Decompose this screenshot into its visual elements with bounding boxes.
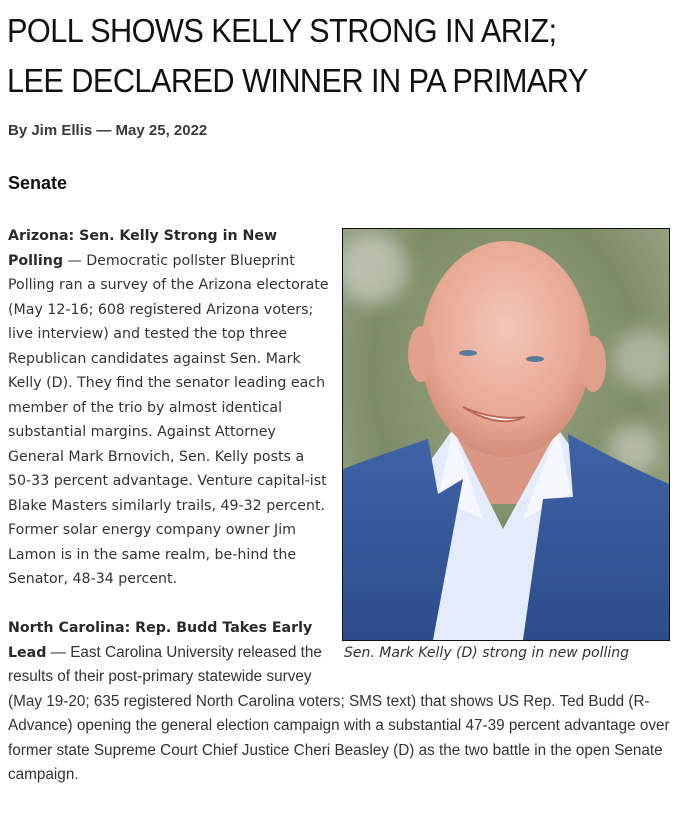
senator-photo	[342, 228, 670, 641]
photo-head	[421, 241, 591, 457]
paragraph-text: — Democratic pollster Blueprint Polling ran a survey of the Arizona electorate (May 12-16; 608 registered Arizona voters; live interview) and tested the top three Republican candidates against Sen. Mark Kelly (D). They find the senator leading each member of the trio by almost identical substantial margins. Against Attorney General Mark Brnovich, Sen. Kelly posts a 50-33 percent advantage. Venture capital-ist Blake Masters similarly trails, 49-32 percent. Former solar energy company owner Jim Lamon is in the same realm, be-hind the Senator, 48-34 percent.	[8, 252, 329, 587]
paragraph-text: — East Carolina University released the results of their post-primary statewide survey (May 19-20; 635 registered North Carolina voters; SMS text) that shows US Rep. Ted Budd (R-Advance) opening the general election campaign with a substantial 47-39 percent advantage over former state Supreme Court Chief Justice Cheri Beasley (D) as the two battle in the open Senate campaign.	[8, 643, 670, 783]
byline: By Jim Ellis — May 25, 2022	[8, 122, 208, 139]
article-body	[8, 224, 688, 812]
paragraph-lead: North Carolina: Rep. Budd Takes Early Lead	[8, 620, 313, 661]
article-headline	[7, 6, 588, 106]
headline-line-2: LEE DECLARED WINNER IN PA PRIMARY	[7, 62, 588, 99]
photo-caption: Sen. Mark Kelly (D) strong in new polling	[344, 645, 630, 661]
section-heading: Senate	[8, 173, 68, 193]
figure	[342, 228, 672, 663]
paragraph-lead: Arizona: Sen. Kelly Strong in New Polling	[8, 228, 278, 269]
headline-line-1: POLL SHOWS KELLY STRONG IN ARIZ;	[7, 12, 557, 49]
